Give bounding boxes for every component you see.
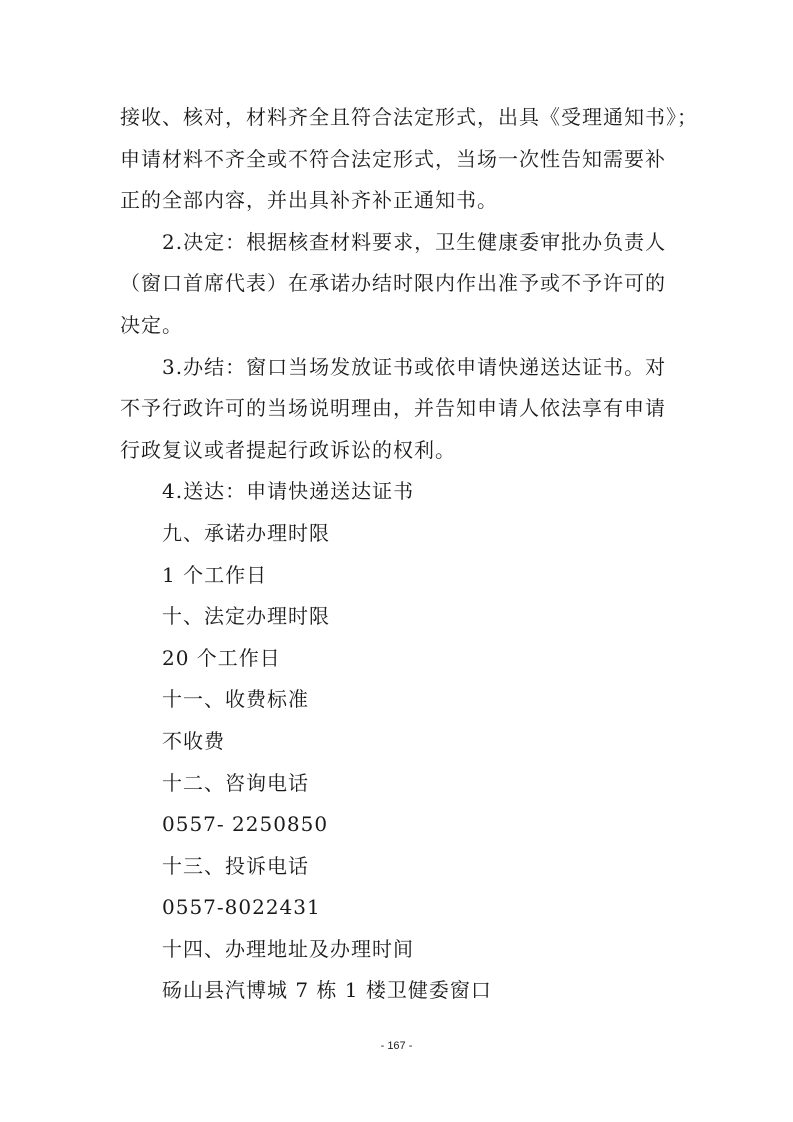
step-delivery-line: 4.送达：申请快递送达证书 (162, 479, 415, 504)
step-decision-line-1: 2.决定：根据核查材料要求，卫生健康委审批办负责人 (162, 229, 667, 254)
section-heading-complaint-phone: 十三、投诉电话 (162, 853, 309, 878)
legal-time-value: 20 个工作日 (162, 645, 281, 670)
section-heading-legal-time: 十、法定办理时限 (162, 604, 330, 629)
body-line-3: 正的全部内容，并出具补齐补正通知书。 (120, 188, 498, 213)
section-heading-promised-time: 九、承诺办理时限 (162, 520, 330, 545)
complaint-phone-value: 0557-8022431 (162, 895, 321, 920)
section-heading-fee: 十一、收费标准 (162, 687, 309, 712)
step-completion-line-1: 3.办结：窗口当场发放证书或依申请快递送达证书。对 (162, 354, 667, 379)
step-decision-line-3: 决定。 (120, 312, 183, 337)
section-heading-consult-phone: 十二、咨询电话 (162, 770, 309, 795)
body-line-1: 接收、核对，材料齐全且符合法定形式，出具《受理通知书》； (120, 105, 698, 129)
consult-phone-value: 0557- 2250850 (162, 812, 329, 837)
step-decision-line-2: （窗口首席代表）在承诺办结时限内作出准予或不予许可的 (120, 271, 666, 296)
page-number: - 167 - (380, 1040, 413, 1052)
step-completion-line-3: 行政复议或者提起行政诉讼的权利。 (120, 437, 456, 462)
document-body (120, 97, 698, 1012)
section-heading-address: 十四、办理地址及办理时间 (162, 936, 414, 961)
address-value: 砀山县汽博城 7 栋 1 楼卫健委窗口 (162, 978, 492, 1003)
promised-time-value: 1 个工作日 (162, 562, 268, 587)
step-completion-line-2: 不予行政许可的当场说明理由，并告知申请人依法享有申请 (120, 396, 666, 421)
fee-value: 不收费 (162, 728, 225, 753)
body-line-2: 申请材料不齐全或不符合法定形式，当场一次性告知需要补 (120, 146, 666, 171)
